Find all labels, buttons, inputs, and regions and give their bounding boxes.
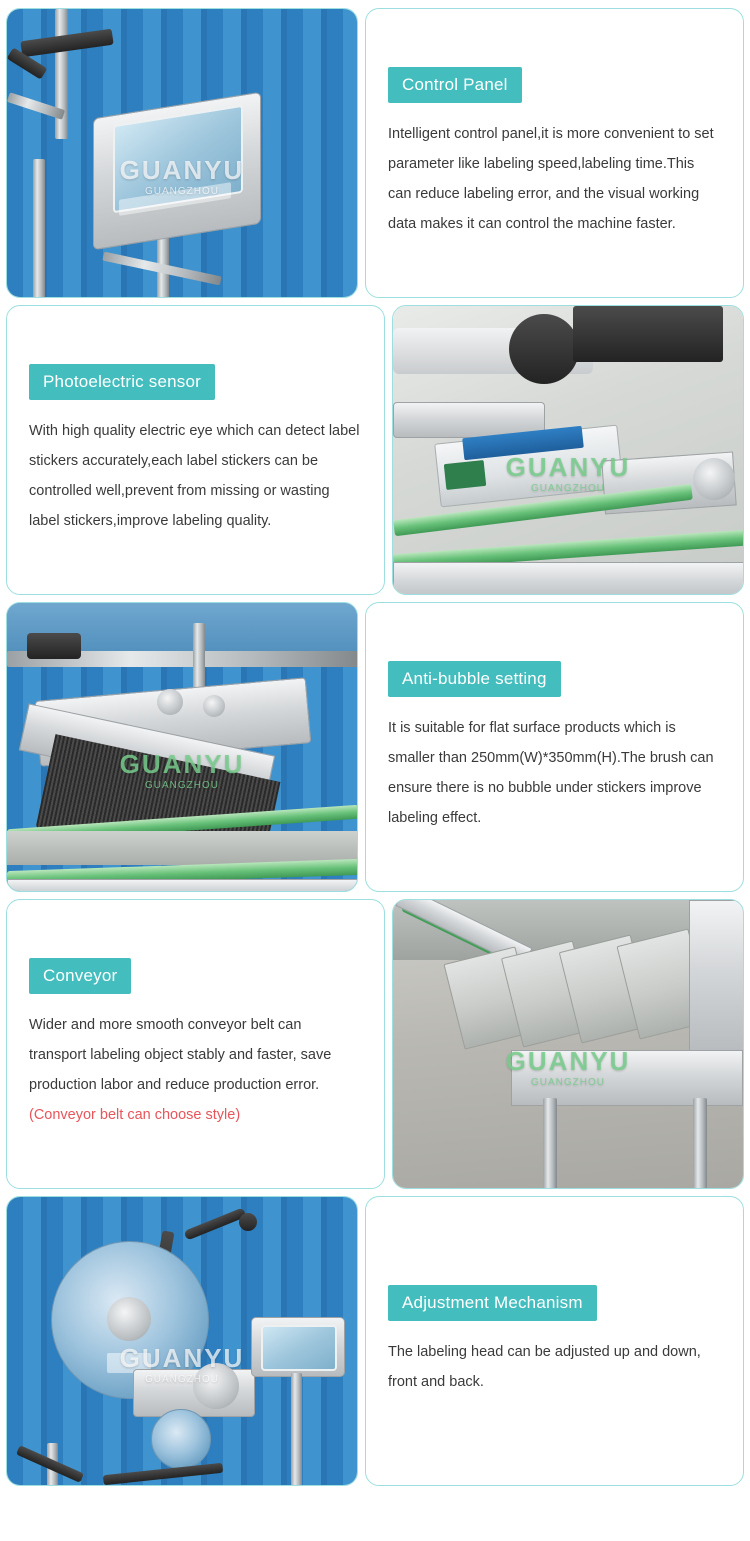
feature-row-adjustment-mechanism (6, 1196, 744, 1486)
feature-image-conveyor (392, 899, 744, 1189)
watermark: GUANYU GUANGZHOU (119, 155, 245, 198)
feature-text-photoelectric-sensor (6, 305, 385, 595)
feature-body (29, 1010, 362, 1130)
watermark: GUANYU GUANGZHOU (505, 1046, 631, 1089)
feature-row-anti-bubble-setting (6, 602, 744, 892)
watermark: GUANYU GUANGZHOU (119, 749, 245, 792)
feature-title: Photoelectric sensor (29, 364, 215, 400)
feature-body: It is suitable for flat surface products which is smaller than 250mm(W)*350mm(H).The brush can ensure there is no bubble under stickers improve labeling effect. (388, 720, 714, 826)
feature-title: Anti-bubble setting (388, 661, 561, 697)
feature-image-photoelectric-sensor (392, 305, 744, 595)
feature-row-photoelectric-sensor (6, 305, 744, 595)
watermark: GUANYU GUANGZHOU (505, 452, 631, 495)
feature-image-anti-bubble-setting (6, 602, 358, 892)
feature-title: Adjustment Mechanism (388, 1285, 597, 1321)
feature-body: The labeling head can be adjusted up and down, front and back. (388, 1344, 701, 1390)
watermark: GUANYU GUANGZHOU (119, 1343, 245, 1386)
feature-row-conveyor (6, 899, 744, 1189)
feature-body-note: (Conveyor belt can choose style) (29, 1107, 241, 1123)
feature-image-control-panel (6, 8, 358, 298)
feature-title: Control Panel (388, 67, 522, 103)
page-footer-spacer (6, 1493, 744, 1511)
feature-body: With high quality electric eye which can detect label stickers accurately,each label stickers can be controlled well,prevent from missing or wasting label stickers,improve labeling quality. (29, 423, 360, 529)
feature-body: Intelligent control panel,it is more convenient to set parameter like labeling speed,labeling time.This can reduce labeling error, and the visual working data makes it can control the machine faster. (388, 126, 714, 232)
feature-text-conveyor (6, 899, 385, 1189)
feature-title: Conveyor (29, 958, 131, 994)
feature-body-main: Wider and more smooth conveyor belt can transport labeling object stably and faster, save production labor and reduce production error. (29, 1017, 332, 1093)
feature-text-control-panel (365, 8, 744, 298)
feature-row-control-panel (6, 8, 744, 298)
feature-text-anti-bubble-setting (365, 602, 744, 892)
feature-text-adjustment-mechanism (365, 1196, 744, 1486)
feature-image-adjustment-mechanism (6, 1196, 358, 1486)
